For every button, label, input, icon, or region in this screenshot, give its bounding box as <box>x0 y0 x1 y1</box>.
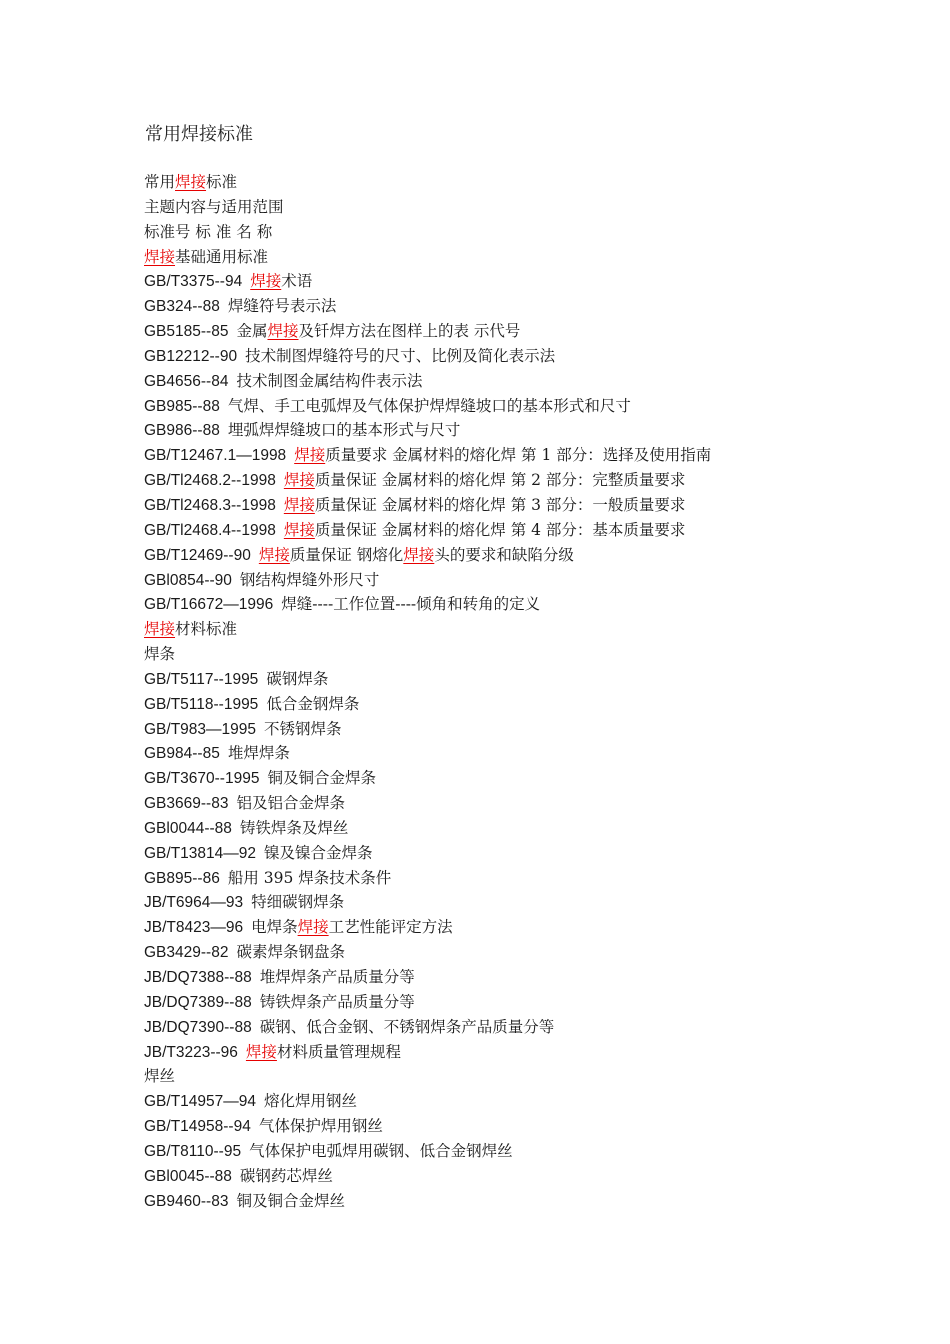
standard-line <box>144 866 934 891</box>
keyword-link[interactable]: 焊接 <box>283 471 315 490</box>
standard-line <box>144 965 934 990</box>
keyword-link[interactable]: 焊接 <box>250 272 282 291</box>
keyword-link[interactable]: 焊接 <box>144 247 176 266</box>
standard-line <box>144 1089 934 1114</box>
keyword-link[interactable]: 焊接 <box>403 545 435 564</box>
keyword-link[interactable]: 焊接 <box>144 620 176 639</box>
standard-code: GB/T5118--1995 <box>144 695 259 713</box>
standard-line <box>144 741 934 766</box>
section-heading: 基础通用标准 <box>175 247 269 266</box>
section-heading: 常用 <box>144 173 176 191</box>
standard-line <box>144 518 934 543</box>
standard-code: GB3429--82 <box>144 944 229 962</box>
standard-line <box>144 394 934 419</box>
standard-line <box>144 543 934 568</box>
section-line <box>144 617 934 642</box>
standard-name: 质量保证 金属材料的熔化焊 第 2 部分：完整质量要求 <box>314 471 686 490</box>
standard-line <box>144 990 934 1015</box>
standard-code: GB/T3670--1995 <box>144 770 260 788</box>
standard-code: GB/Tl2468.3--1998 <box>144 496 276 514</box>
standard-name: 头的要求和缺陷分级 <box>434 545 574 564</box>
section-heading: 焊条 <box>144 645 176 664</box>
standard-line <box>144 344 934 369</box>
standard-line <box>144 468 934 493</box>
standard-line <box>144 418 934 443</box>
standard-code: JB/DQ7389--88 <box>144 993 252 1011</box>
standard-name: 碳素焊条钢盘条 <box>236 943 345 962</box>
standard-name: 术语 <box>281 272 313 291</box>
standard-line <box>144 890 934 915</box>
standard-line <box>144 369 934 394</box>
standard-line <box>144 568 934 593</box>
standard-line <box>144 816 934 841</box>
standard-line <box>144 791 934 816</box>
standard-code: GB12212--90 <box>144 347 238 365</box>
standard-code: GB986--88 <box>144 422 220 440</box>
standard-name: 气焊、手工电弧焊及气体保护焊焊缝坡口的基本形式和尺寸 <box>227 396 631 415</box>
standard-name: 碳钢、低合金钢、不锈钢焊条产品质量分等 <box>259 1017 555 1036</box>
standard-name: 不锈钢焊条 <box>264 719 342 738</box>
standard-code: GBl0044--88 <box>144 819 232 837</box>
standard-name: 铜及铜合金焊条 <box>267 769 376 788</box>
keyword-link[interactable]: 焊接 <box>283 495 315 514</box>
standard-name: 堆焊焊条产品质量分等 <box>259 968 415 986</box>
standard-line <box>144 592 934 617</box>
standard-line <box>144 915 934 940</box>
standard-code: GB/T14958--94 <box>144 1118 251 1136</box>
standard-name: 熔化焊用钢丝 <box>264 1092 358 1111</box>
standard-code: JB/T6964—93 <box>144 894 244 912</box>
standard-line <box>144 692 934 717</box>
standard-code: GB895--86 <box>144 869 220 887</box>
standard-name: 钢结构焊缝外形尺寸 <box>239 570 380 589</box>
standard-line <box>144 940 934 965</box>
standard-line <box>144 1015 934 1040</box>
standard-code: GB3669--83 <box>144 795 229 813</box>
keyword-link[interactable]: 焊接 <box>294 446 326 465</box>
standard-name: 焊缝符号表示法 <box>227 297 337 316</box>
section-line <box>144 195 934 220</box>
standard-name: 特细碳钢焊条 <box>251 893 345 912</box>
section-line <box>144 170 934 195</box>
standards-list <box>144 170 934 1213</box>
standard-name: 金属 <box>236 322 268 341</box>
document-title: 常用焊接标准 <box>145 124 253 145</box>
standard-code: GB5185--85 <box>144 323 229 341</box>
section-heading: 焊丝 <box>144 1067 176 1086</box>
standard-line <box>144 1189 934 1214</box>
standard-code: JB/DQ7390--88 <box>144 1018 252 1036</box>
standard-name: 质量要求 金属材料的熔化焊 第 1 部分：选择及使用指南 <box>325 446 712 465</box>
section-line <box>144 642 934 667</box>
standard-code: GB/T8110--95 <box>144 1142 242 1160</box>
standard-name: 材料质量管理规程 <box>276 1042 401 1061</box>
standard-line <box>144 717 934 742</box>
standard-line <box>144 294 934 319</box>
standard-code: JB/DQ7388--88 <box>144 969 252 986</box>
keyword-link[interactable]: 焊接 <box>297 918 329 937</box>
standard-code: GB9460--83 <box>144 1192 229 1210</box>
standard-line <box>144 841 934 866</box>
standard-code: GB/T12469--90 <box>144 546 251 564</box>
standard-code: GB/T16672—1996 <box>144 596 274 614</box>
standard-name: 技术制图焊缝符号的尺寸、比例及简化表示法 <box>245 346 556 365</box>
standard-code: JB/T3223--96 <box>144 1043 238 1061</box>
standard-line <box>144 766 934 791</box>
keyword-link[interactable]: 焊接 <box>245 1042 277 1061</box>
standard-name: 质量保证 金属材料的熔化焊 第 4 部分：基本质量要求 <box>314 520 686 539</box>
standard-line <box>144 667 934 692</box>
standard-line <box>144 443 934 468</box>
standard-name: 质量保证 钢熔化 <box>289 545 404 564</box>
standard-name: 及钎焊方法在图样上的表 示代号 <box>298 322 521 341</box>
standard-line <box>144 1040 934 1065</box>
standard-name: 技术制图金属结构件表示法 <box>236 371 423 390</box>
standard-name: 焊缝----工作位置----倾角和转角的定义 <box>281 595 541 614</box>
standard-code: GB/Tl2468.4--1998 <box>144 521 276 539</box>
standard-line <box>144 319 934 344</box>
standard-name: 铸铁焊条产品质量分等 <box>259 992 415 1011</box>
standard-name: 埋弧焊焊缝坡口的基本形式与尺寸 <box>227 421 461 440</box>
standard-code: GB4656--84 <box>144 372 229 390</box>
standard-name: 碳钢药芯焊丝 <box>239 1166 333 1185</box>
standard-line <box>144 493 934 518</box>
section-heading: 主题内容与适用范围 <box>144 197 284 216</box>
standard-line <box>144 1114 934 1139</box>
standard-name: 船用 395 焊条技术条件 <box>227 868 392 887</box>
standard-code: GB/T3375--94 <box>144 273 243 291</box>
standard-name: 气体保护电弧焊用碳钢、低合金钢焊丝 <box>249 1141 513 1160</box>
standard-name: 工艺性能评定方法 <box>328 918 453 937</box>
keyword-link[interactable]: 焊接 <box>175 173 207 191</box>
standard-code: JB/T8423—96 <box>144 919 244 937</box>
standard-name: 堆焊焊条 <box>227 744 290 763</box>
keyword-link[interactable]: 焊接 <box>283 520 315 539</box>
section-line <box>144 245 934 270</box>
standard-name: 铸铁焊条及焊丝 <box>239 818 349 837</box>
standard-name: 质量保证 金属材料的熔化焊 第 3 部分：一般质量要求 <box>314 495 686 514</box>
standard-line <box>144 1139 934 1164</box>
standard-name: 低合金钢焊条 <box>266 694 360 713</box>
standard-code: GBl0854--90 <box>144 571 232 589</box>
standard-code: GB/T13814—92 <box>144 844 257 862</box>
standard-code: GB/Tl2468.2--1998 <box>144 472 276 490</box>
standard-name: 气体保护焊用钢丝 <box>258 1117 383 1136</box>
standard-code: GB/T5117--1995 <box>144 670 259 688</box>
standard-code: GB/T12467.1—1998 <box>144 447 287 465</box>
keyword-link[interactable]: 焊接 <box>258 545 290 564</box>
section-line <box>144 1064 934 1089</box>
standard-name: 镍及镍合金焊条 <box>264 843 373 862</box>
standard-name: 铜及铜合金焊丝 <box>236 1191 345 1210</box>
standard-name: 碳钢焊条 <box>266 669 329 688</box>
standard-line <box>144 269 934 294</box>
standard-name: 铝及铝合金焊条 <box>236 794 345 813</box>
standard-name: 电焊条 <box>251 918 298 937</box>
section-heading: 标准 <box>206 173 238 191</box>
standard-code: GB324--88 <box>144 298 220 316</box>
standard-line <box>144 1164 934 1189</box>
keyword-link[interactable]: 焊接 <box>267 322 299 341</box>
standard-code: GB985--88 <box>144 397 220 415</box>
section-heading: 材料标准 <box>175 620 238 639</box>
standard-code: GB/T983—1995 <box>144 720 257 738</box>
section-line <box>144 220 934 245</box>
standard-code: GBl0045--88 <box>144 1167 232 1185</box>
standard-code: GB/T14957—94 <box>144 1093 257 1111</box>
standard-code: GB984--85 <box>144 745 220 763</box>
section-heading: 标准号 标 准 名 称 <box>144 222 273 241</box>
